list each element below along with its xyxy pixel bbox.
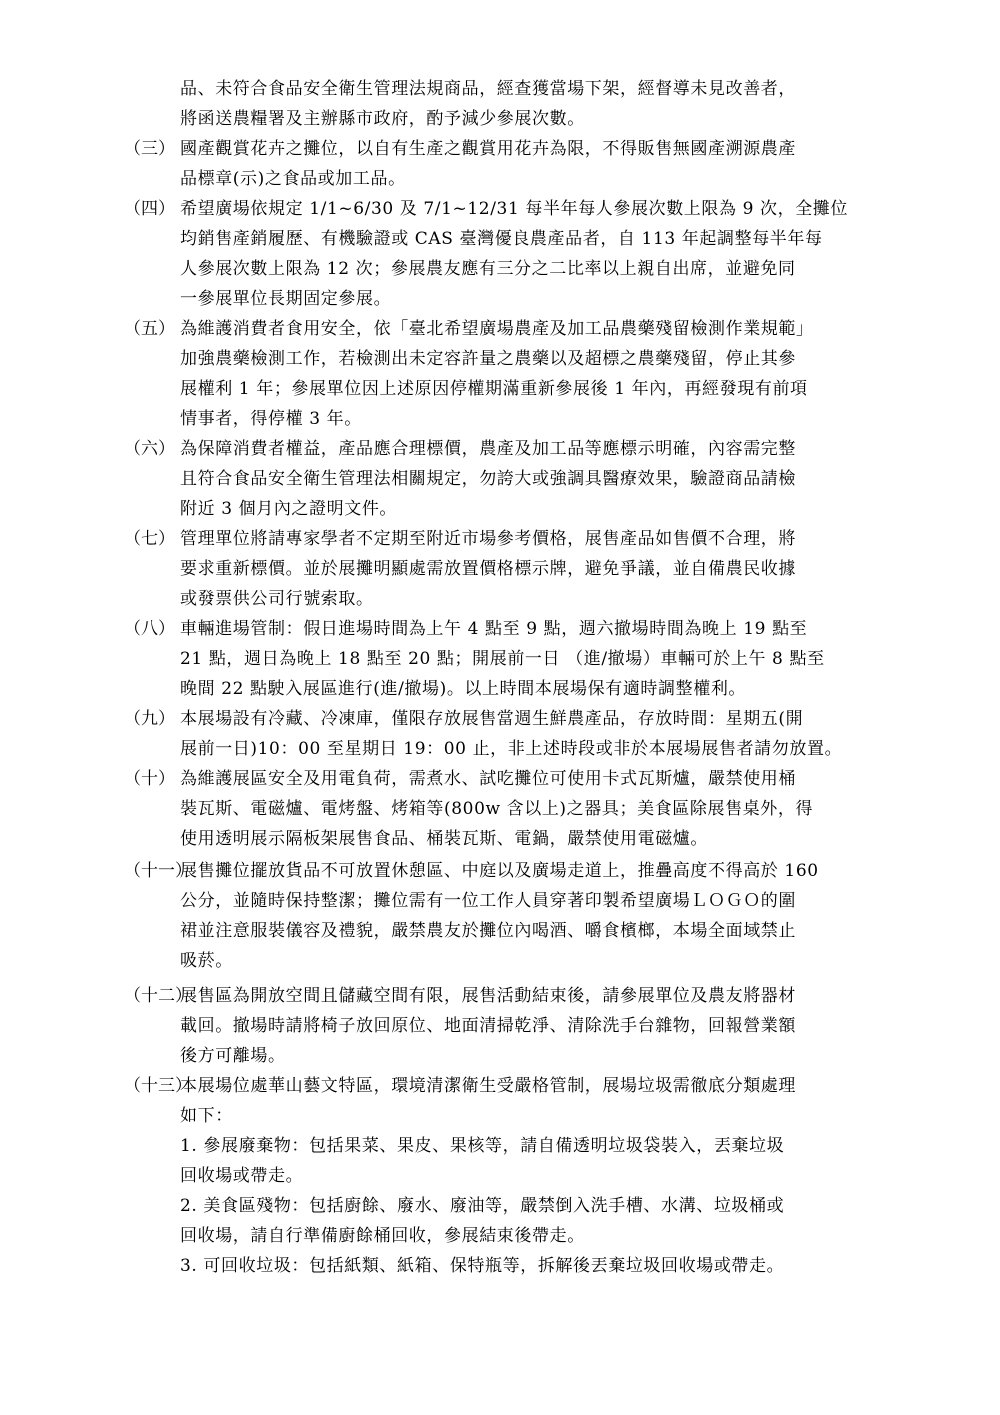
paragraph-line: 21 點，週日為晚上 18 點至 20 點；開展前一日 （進/撤場）車輛可於上午 8 點至 — [180, 649, 825, 669]
paragraph-line: 一參展單位長期固定參展。 — [180, 289, 392, 309]
paragraph-line: 加強農藥檢測工作，若檢測出未定容許量之農藥以及超標之農藥殘留，停止其參 — [180, 349, 796, 369]
paragraph-line: 為維護消費者食用安全，依「臺北希望廣場農產及加工品農藥殘留檢測作業規範」 — [180, 319, 814, 339]
item-marker: （六） — [124, 439, 175, 459]
paragraph-line: 管理單位將請專家學者不定期至附近市場參考價格，展售產品如售價不合理，將 — [180, 529, 796, 549]
paragraph-line: 回收場或帶走。 — [180, 1166, 304, 1186]
paragraph-line: 2. 美食區殘物：包括廚餘、廢水、廢油等，嚴禁倒入洗手槽、水溝、垃圾桶或 — [180, 1196, 785, 1216]
paragraph-line: 國產觀賞花卉之攤位，以自有生產之觀賞用花卉為限，不得販售無國產溯源農產 — [180, 139, 796, 159]
paragraph-line: 且符合食品安全衛生管理法相關規定，勿誇大或強調具醫療效果，驗證商品請檢 — [180, 469, 796, 489]
paragraph-line: 展權利 1 年；參展單位因上述原因停權期滿重新參展後 1 年內，再經發現有前項 — [180, 379, 808, 399]
item-marker: （十三） — [124, 1076, 192, 1096]
paragraph-line: 展前一日)10：00 至星期日 19：00 止，非上述時段或非於本展場展售者請勿放置。 — [180, 739, 843, 759]
paragraph-line: 3. 可回收垃圾：包括紙類、紙箱、保特瓶等，拆解後丟棄垃圾回收場或帶走。 — [180, 1256, 785, 1276]
paragraph-line: 或發票供公司行號索取。 — [180, 589, 374, 609]
paragraph-line: 將函送農糧署及主辦縣市政府，酌予減少參展次數。 — [180, 109, 585, 129]
item-13-paragraph — [180, 1071, 892, 1131]
item-5-paragraph — [180, 314, 892, 434]
item-6-paragraph — [180, 434, 892, 524]
paragraph-line: 本展場設有冷藏、冷凍庫，僅限存放展售當週生鮮農產品，存放時間：星期五(開 — [180, 709, 804, 729]
paragraph-line: 為維護展區安全及用電負荷，需煮水、試吃攤位可使用卡式瓦斯爐，嚴禁使用桶 — [180, 769, 796, 789]
item-marker: （十二） — [124, 986, 192, 1006]
paragraph-line: 吸菸。 — [180, 951, 233, 971]
item-12-paragraph — [180, 981, 892, 1071]
item-marker: （十一） — [124, 861, 192, 881]
paragraph-line: 展售區為開放空間且儲藏空間有限，展售活動結束後，請參展單位及農友將器材 — [180, 986, 796, 1006]
paragraph-line: 公分，並隨時保持整潔；攤位需有一位工作人員穿著印製希望廣場ＬＯＧＯ的圍 — [180, 891, 796, 911]
item-8-paragraph — [180, 614, 892, 704]
paragraph-line: 使用透明展示隔板架展售食品、桶裝瓦斯、電鍋，嚴禁使用電磁爐。 — [180, 829, 708, 849]
item-marker: （五） — [124, 319, 175, 339]
paragraph-line: 如下： — [180, 1106, 233, 1126]
paragraph-line: 品、未符合食品安全衛生管理法規商品，經查獲當場下架，經督導未見改善者， — [180, 79, 796, 99]
paragraph-line: 均銷售產銷履歷、有機驗證或 CAS 臺灣優良農產品者，自 113 年起調整每半年每 — [180, 229, 823, 249]
item-marker: （九） — [124, 709, 175, 729]
paragraph-line: 展售攤位擺放貨品不可放置休憩區、中庭以及廣場走道上，推疊高度不得高於 160 — [180, 861, 819, 881]
paragraph-line: 附近 3 個月內之證明文件。 — [180, 499, 398, 519]
item-10-paragraph — [180, 764, 892, 854]
paragraph-line: 要求重新標價。並於展攤明顯處需放置價格標示牌，避免爭議，並自備農民收據 — [180, 559, 796, 579]
item-9-paragraph — [180, 704, 892, 764]
item-4-paragraph — [180, 194, 892, 314]
paragraph-line: 回收場，請自行準備廚餘桶回收，參展結束後帶走。 — [180, 1226, 585, 1246]
paragraph-line: 人參展次數上限為 12 次；參展農友應有三分之二比率以上親自出席，並避免同 — [180, 259, 796, 279]
paragraph-line: 裙並注意服裝儀容及禮貌，嚴禁農友於攤位內喝酒、嚼食檳榔，本場全面域禁止 — [180, 921, 796, 941]
paragraph-line: 車輛進場管制：假日進場時間為上午 4 點至 9 點，週六撤場時間為晚上 19 點至 — [180, 619, 808, 639]
paragraph-line: 情事者，得停權 3 年。 — [180, 409, 362, 429]
paragraph-line: 載回。撤場時請將椅子放回原位、地面清掃乾淨、清除洗手台雜物，回報營業額 — [180, 1016, 796, 1036]
paragraph-line: 本展場位處華山藝文特區，環境清潔衛生受嚴格管制，展場垃圾需徹底分類處理 — [180, 1076, 796, 1096]
paragraph-line: 希望廣場依規定 1/1~6/30 及 7/1~12/31 每半年每人參展次數上限為 9 次，全攤位 — [180, 199, 849, 219]
paragraph-line: 晚間 22 點駛入展區進行(進/撤場)。以上時間本展場保有適時調整權利。 — [180, 679, 747, 699]
subitem-2-paragraph — [180, 1191, 892, 1251]
item-11-paragraph — [180, 856, 892, 976]
paragraph-line: 品標章(示)之食品或加工品。 — [180, 169, 406, 189]
paragraph-line: 為保障消費者權益，產品應合理標價，農產及加工品等應標示明確，內容需完整 — [180, 439, 796, 459]
paragraph-line: 後方可離場。 — [180, 1046, 286, 1066]
item-marker: （三） — [124, 139, 175, 159]
paragraph-line: 1. 參展廢棄物：包括果菜、果皮、果核等，請自備透明垃圾袋裝入，丟棄垃圾 — [180, 1136, 785, 1156]
paragraph-line: 裝瓦斯、電磁爐、電烤盤、烤箱等(800w 含以上)之器具；美食區除展售桌外，得 — [180, 799, 814, 819]
item-7-paragraph — [180, 524, 892, 614]
subitem-3-paragraph — [180, 1251, 892, 1281]
item-marker: （十） — [124, 769, 175, 789]
intro-paragraph — [180, 74, 892, 134]
item-marker: （八） — [124, 619, 175, 639]
item-marker: （七） — [124, 529, 175, 549]
item-marker: （四） — [124, 199, 175, 219]
item-3-paragraph — [180, 134, 892, 194]
subitem-1-paragraph — [180, 1131, 892, 1191]
